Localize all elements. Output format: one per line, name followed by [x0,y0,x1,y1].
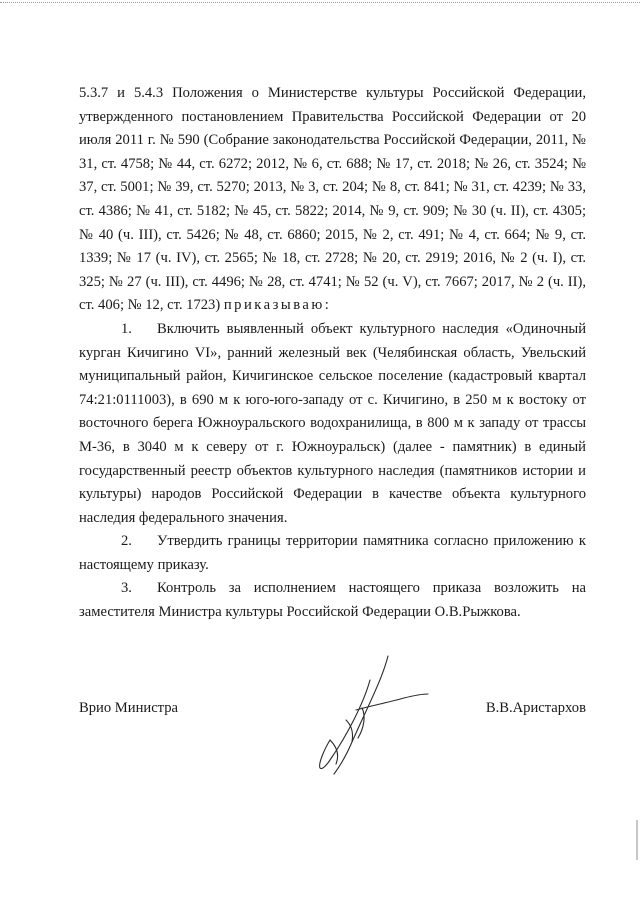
signatory-name: В.В.Аристархов [485,700,586,716]
page-top-edge [0,2,640,3]
order-item-3 [79,577,586,624]
order-word: приказываю: [223,297,332,314]
item-number: 1. [121,320,132,337]
intro-text: 5.3.7 и 5.4.3 Положения о Министерстве культуры Российской Федерации, утвержденного постановлением Правительства Российской Федерации от 20 июля 2011 г. № 590 (Собрание законодательства Российской Федерации, 2011, № 31, ст. 4758; № 44, ст. 6272; 2012, № 6, ст. 688; № 17, ст. 2018; № 26, ст. 3524; № 37, ст. 5001; № 39, ст. 5270; 2013, № 3, ст. 204; № 8, ст. 841; № 31, ст. 4239; № 33, ст. 4386; № 41, ст. 5182; № 45, ст. 5822; 2014, № 9, ст. 909; № 30 (ч. II), ст. 4305; № 40 (ч. III), ст. 5426; № 48, ст. 6860; 2015, № 2, ст. 491; № 4, ст. 664; № 9, ст. 1339; № 17 (ч. IV), ст. 2565; № 18, ст. 2728; № 20, ст. 2919; 2016, № 2 (ч. I), ст. 325; № 27 (ч. III), ст. 4496; № 28, ст. 4741; № 52 (ч. V), ст. 7667; 2017, № 2 (ч. II), ст. 406; № 12, ст. 1723) [79,85,586,314]
order-item-2 [79,530,586,577]
order-item-1 [79,318,586,530]
item-text: Утвердить границы территории памятника согласно приложению к настоящему приказу. [79,533,586,573]
scan-edge-mark [636,820,638,860]
signatory-title: Врио Министра [79,700,178,716]
item-number: 2. [121,533,132,550]
document-body [79,82,586,625]
item-text: Контроль за исполнением настоящего приказа возложить на заместителя Министра культуры Российской Федерации О.В.Рыжкова. [79,580,586,621]
item-number: 3. [121,580,132,597]
handwritten-signature [300,650,440,780]
intro-paragraph [79,82,586,318]
item-text: Включить выявленный объект культурного наследия «Одиночный курган Кичигино VI», ранний железный век (Челябинская область, Увельский муниципальный район, Кичигинское сельское поселение (кадастровый квартал 74:21:0111003), в 690 м к юго-юго-западу от с. Кичигино, в 250 м к востоку от восточного берега Южноуральского водохранилища, в 800 м к западу от трассы М-36, в 3040 м к северу от г. Южноуральск) (далее - памятник) в единый государственный реестр объектов культурного наследия (памятников истории и культуры) народов Российской Федерации в качестве объекта культурного наследия федерального значения. [79,320,586,526]
